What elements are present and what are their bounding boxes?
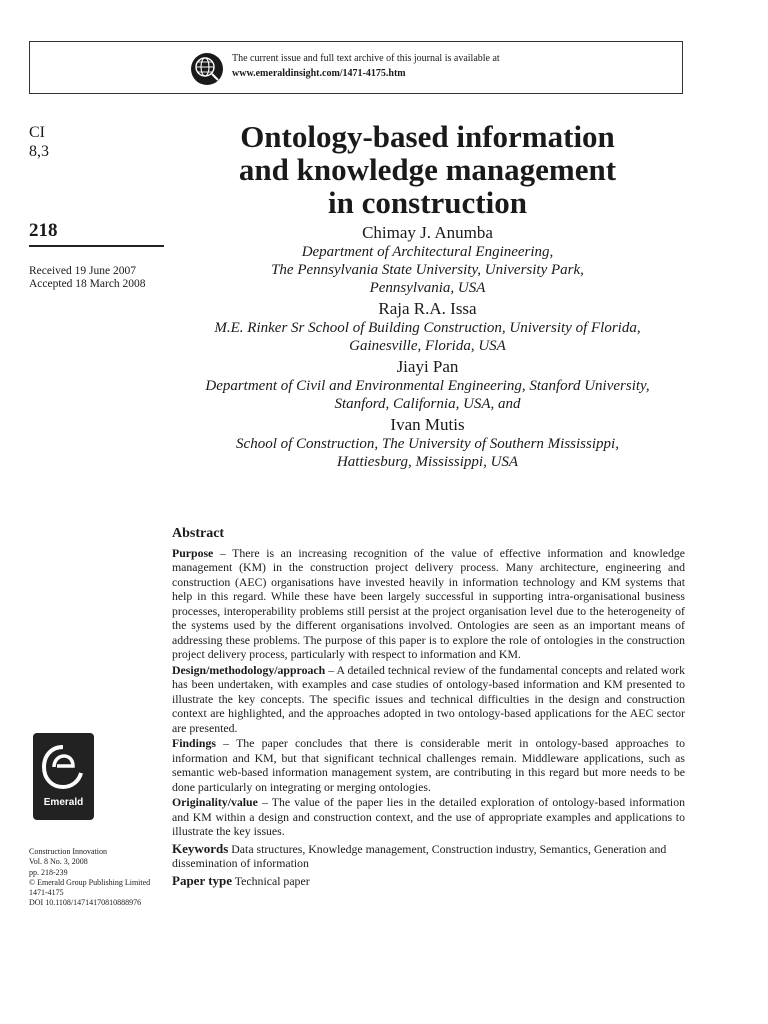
author-affiliation: Stanford, California, USA, and bbox=[334, 396, 521, 412]
section-label: Purpose bbox=[172, 545, 214, 560]
abstract-keywords bbox=[172, 842, 685, 871]
author-affiliation: Hattiesburg, Mississippi, USA bbox=[336, 454, 519, 470]
banner-text: The current issue and full text archive of this journal is available at bbox=[232, 53, 500, 64]
page-number: 218 bbox=[29, 220, 58, 241]
section-text: – The paper concludes that there is considerable merit in ontology-based approaches to information and KM, but that significant technical challenges remain. Middleware applications, such as semantic web-based information management system, are contributing in this regard but more needs to be done particularly on integrating or merging ontologies. bbox=[172, 736, 685, 794]
section-text: – A detailed technical review of the fundamental concepts and related work has been undertaken, with examples and case studies of ontology-based information and KM presented to illustrate the key concepts. The specific issues and technical difficulties in the design and construction context are highlighted, and the approaches adopted in two ontology-based applications for the AEC sector are presented. bbox=[172, 662, 685, 735]
citation-line: Construction Innovation bbox=[29, 847, 107, 856]
paper-title-line: in construction bbox=[328, 185, 527, 220]
citation-line: © Emerald Group Publishing Limited bbox=[29, 877, 151, 887]
abstract-paper-type bbox=[172, 874, 685, 889]
author-affiliation: Gainesville, Florida, USA bbox=[349, 338, 506, 354]
author-affiliation: School of Construction, The University of Southern Mississippi, bbox=[236, 436, 619, 452]
author-name: Raja R.A. Issa bbox=[378, 299, 477, 318]
author-affiliation: The Pennsylvania State University, University Park, bbox=[271, 262, 584, 278]
banner-url[interactable]: www.emeraldinsight.com/1471-4175.htm bbox=[232, 68, 406, 79]
divider bbox=[29, 245, 164, 247]
journal-volume: 8,3 bbox=[29, 143, 49, 160]
emerald-logo-icon bbox=[39, 741, 87, 793]
author-affiliation: Pennsylvania, USA bbox=[369, 280, 486, 296]
author-name: Ivan Mutis bbox=[390, 415, 465, 434]
author-name: Chimay J. Anumba bbox=[362, 223, 493, 242]
abstract-findings bbox=[172, 736, 685, 794]
journal-abbreviation: CI bbox=[29, 124, 45, 141]
title-block bbox=[160, 120, 695, 471]
citation-line: DOI 10.1108/14714170810888976 bbox=[29, 898, 142, 908]
section-text: – The value of the paper lies in the detailed exploration of ontology-based information and KM within a design and construction context, and the use of appropriate examples and applications to illustrate the key issues. bbox=[172, 795, 685, 838]
author-affiliation: Department of Architectural Engineering, bbox=[301, 244, 554, 260]
emerald-logo bbox=[33, 733, 94, 820]
section-label: Keywords bbox=[172, 840, 229, 856]
abstract-design bbox=[172, 663, 685, 736]
paper-title-line: Ontology-based information bbox=[240, 119, 615, 154]
accepted-date: Accepted 18 March 2008 bbox=[29, 278, 146, 290]
citation-line: 1471-4175 bbox=[29, 888, 64, 898]
author-affiliation: M.E. Rinker Sr School of Building Construction, University of Florida, bbox=[214, 320, 641, 336]
section-text: Data structures, Knowledge management, Construction industry, Semantics, Generation and dissemination of information bbox=[172, 841, 667, 870]
globe-icon bbox=[190, 52, 224, 86]
section-label: Paper type bbox=[172, 872, 233, 888]
section-text: Technical paper bbox=[232, 873, 310, 888]
received-date: Received 19 June 2007 bbox=[29, 265, 136, 277]
abstract-originality bbox=[172, 795, 685, 839]
author-name: Jiayi Pan bbox=[396, 357, 459, 376]
abstract-purpose bbox=[172, 546, 685, 662]
citation-line: pp. 218-239 bbox=[29, 867, 68, 877]
citation-block bbox=[29, 847, 150, 909]
paper-title-line: and knowledge management bbox=[238, 152, 617, 187]
section-label: Design/methodology/approach bbox=[172, 662, 326, 677]
section-text: – There is an increasing recognition of the value of effective information and knowledge management (KM) in the construction project delivery process. Many architecture, engineering and construction (AEC) organisations have invested heavily in information technology and KM systems that help in this regard. While these have been largely successful in supporting intra-organisational business processes, interoperability problems still persist at the project organisation level due to the heterogeneity of the systems used by the different organisations involved. Ontologies are seen as an important means of addressing these problems. The purpose of this paper is to explore the role of ontologies in the construction project delivery process, particularly with respect to information and KM. bbox=[172, 545, 685, 661]
section-label: Originality/value bbox=[172, 795, 258, 809]
author-affiliation: Department of Civil and Environmental Engineering, Stanford University, bbox=[205, 378, 650, 394]
abstract-heading: Abstract bbox=[172, 526, 225, 541]
emerald-logo-text: Emerald bbox=[43, 797, 84, 808]
citation-line: Vol. 8 No. 3, 2008 bbox=[29, 857, 88, 867]
abstract bbox=[172, 527, 685, 889]
section-label: Findings bbox=[172, 736, 216, 750]
